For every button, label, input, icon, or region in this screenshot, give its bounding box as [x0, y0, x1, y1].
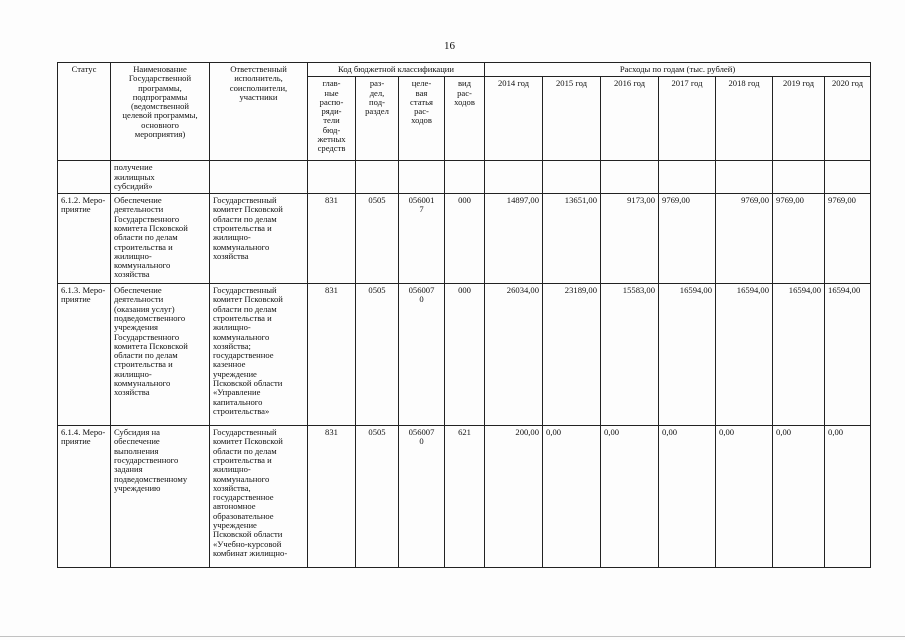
- row-code: 056007 0: [399, 426, 445, 568]
- cell-empty: [659, 161, 716, 194]
- table-row: [58, 426, 871, 568]
- cell-empty: [485, 161, 543, 194]
- row-code: 0505: [356, 426, 399, 568]
- row-value: 9769,00: [825, 194, 871, 284]
- continuation-name: получение жилищных субсидий»: [111, 161, 210, 194]
- row-value: 15583,00: [601, 284, 659, 426]
- row-value: 0,00: [601, 426, 659, 568]
- row-value: 16594,00: [773, 284, 825, 426]
- row-code: 000: [445, 284, 485, 426]
- header-year: 2020 год: [825, 77, 871, 161]
- row-name: Обеспечение деятельности Государственного комитета Псковской области по делам строительства и жилищно- коммунального хозяйства: [111, 194, 210, 284]
- header-status: Статус: [58, 63, 111, 161]
- row-code: 831: [308, 426, 356, 568]
- header-year: 2017 год: [659, 77, 716, 161]
- cell-empty: [716, 161, 773, 194]
- page-number: 16: [444, 40, 455, 52]
- continuation-row: [58, 161, 871, 194]
- row-value: 0,00: [659, 426, 716, 568]
- row-responsible: Государственный комитет Псковской области по делам строительства и жилищно- коммунального хозяйства: [210, 194, 308, 284]
- row-responsible: Государственный комитет Псковской области по делам строительства и жилищно- коммунального хозяйства, государственное автономное образовательное учреждение Псковской области «Учебно-курсовой комбинат жилищно-: [210, 426, 308, 568]
- row-value: 0,00: [773, 426, 825, 568]
- row-name: Субсидия на обеспечение выполнения государственного задания подведомственному учреждению: [111, 426, 210, 568]
- header-year: 2014 год: [485, 77, 543, 161]
- row-code: 056007 0: [399, 284, 445, 426]
- cell-empty: [601, 161, 659, 194]
- row-value: 16594,00: [659, 284, 716, 426]
- header-year: 2016 год: [601, 77, 659, 161]
- row-responsible: Государственный комитет Псковской области по делам строительства и жилищно- коммунального хозяйства; государственное казенное учреждение Псковской области «Управление капитального строительства»: [210, 284, 308, 426]
- row-value: 0,00: [716, 426, 773, 568]
- row-status: 6.1.3. Меро- приятие: [58, 284, 111, 426]
- row-code: 621: [445, 426, 485, 568]
- cell-empty: [356, 161, 399, 194]
- header-responsible: Ответственный исполнитель, соисполнители, участники: [210, 63, 308, 161]
- row-code: 056001 7: [399, 194, 445, 284]
- header-code-expense-type: вид рас- ходов: [445, 77, 485, 161]
- header-code-section: раз- дел, под- раздел: [356, 77, 399, 161]
- table-row: [58, 284, 871, 426]
- cell-empty: [58, 161, 111, 194]
- row-code: 0505: [356, 194, 399, 284]
- row-value: 9769,00: [773, 194, 825, 284]
- row-code: 000: [445, 194, 485, 284]
- cell-empty: [445, 161, 485, 194]
- row-value: 0,00: [543, 426, 601, 568]
- header-code-main-manager: глав- ные распо- ряди- тели бюд- жетных средств: [308, 77, 356, 161]
- row-status: 6.1.4. Меро- приятие: [58, 426, 111, 568]
- row-status: 6.1.2. Меро- приятие: [58, 194, 111, 284]
- row-code: 0505: [356, 284, 399, 426]
- table-row: [58, 194, 871, 284]
- header-name: Наименование Государственной программы, подпрограммы (ведомственной целевой программы, основного мероприятия): [111, 63, 210, 161]
- row-value: 16594,00: [716, 284, 773, 426]
- cell-empty: [399, 161, 445, 194]
- row-code: 831: [308, 284, 356, 426]
- row-value: 23189,00: [543, 284, 601, 426]
- row-value: 14897,00: [485, 194, 543, 284]
- budget-table: [57, 62, 871, 568]
- scan-edge-line: [0, 636, 905, 637]
- row-value: 9769,00: [659, 194, 716, 284]
- row-value: 200,00: [485, 426, 543, 568]
- header-code-target-item: целе- вая статья рас- ходов: [399, 77, 445, 161]
- header-row-1: [58, 63, 871, 77]
- cell-empty: [210, 161, 308, 194]
- header-year: 2019 год: [773, 77, 825, 161]
- header-expenses: Расходы по годам (тыс. рублей): [485, 63, 871, 77]
- row-value: 9173,00: [601, 194, 659, 284]
- cell-empty: [308, 161, 356, 194]
- row-value: 0,00: [825, 426, 871, 568]
- cell-empty: [825, 161, 871, 194]
- row-code: 831: [308, 194, 356, 284]
- row-value: 26034,00: [485, 284, 543, 426]
- cell-empty: [543, 161, 601, 194]
- header-year: 2018 год: [716, 77, 773, 161]
- header-year: 2015 год: [543, 77, 601, 161]
- row-value: 9769,00: [716, 194, 773, 284]
- row-name: Обеспечение деятельности (оказания услуг) подведомственного учреждения Государственного комитета Псковской области по делам строительства и жилищно- коммунального хозяйства: [111, 284, 210, 426]
- row-value: 13651,00: [543, 194, 601, 284]
- cell-empty: [773, 161, 825, 194]
- header-budget-code: Код бюджетной классификации: [308, 63, 485, 77]
- row-value: 16594,00: [825, 284, 871, 426]
